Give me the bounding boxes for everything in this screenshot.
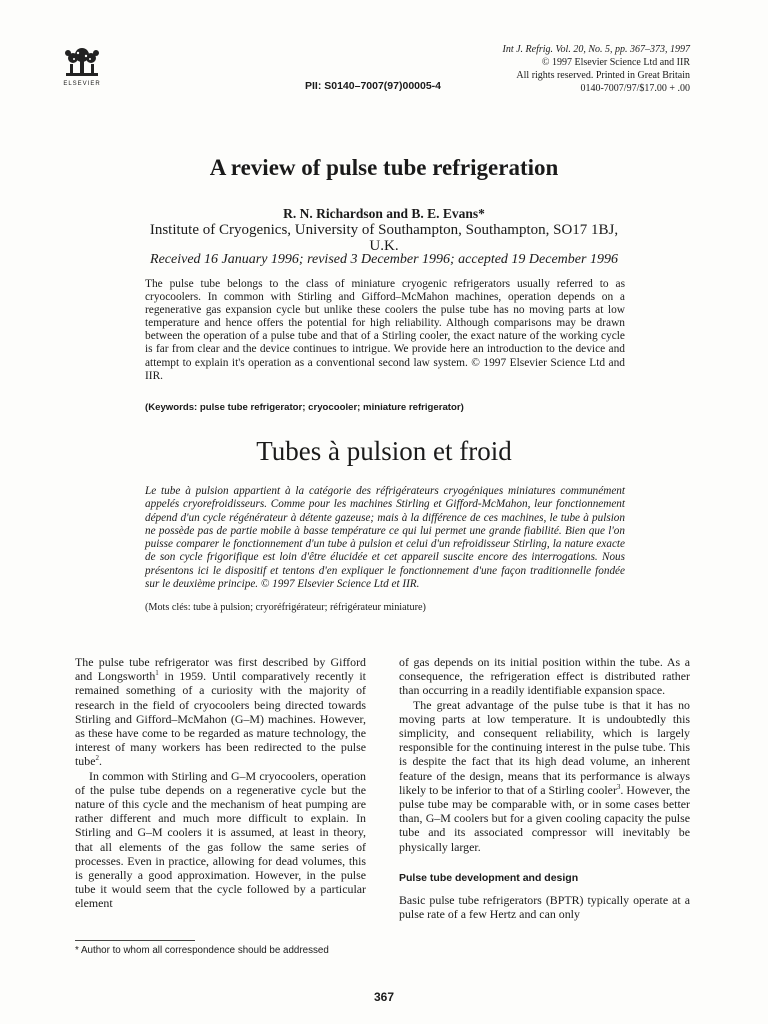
publisher-logo-text: ELSEVIER — [63, 81, 101, 87]
abstract-english: The pulse tube belongs to the class of miniature cryogenic refrigerators usually referred to as cryocoolers. In common with Stirling and Gifford–McMahon machines, operation depends on a regenerative gas expansion cycle but unlike these coolers the pulse tube has no moving parts at low temperature and hence offers the potential for high reliability. Although comparisons may be drawn between the operation of a pulse tube and that of a Stirling cooler, the exact nature of the working cycle is far from clear and the device continues to intrigue. We provide here an introduction to the device and attempt to explain it's operation as a conventional second law system. © 1997 Elsevier Science Ltd and IIR. — [145, 278, 625, 382]
keywords-english: (Keywords: pulse tube refrigerator; cryocooler; miniature refrigerator) — [145, 402, 464, 413]
received-dates: Received 16 January 1996; revised 3 December 1996; accepted 19 December 1996 — [150, 252, 618, 267]
french-title: Tubes à pulsion et froid — [256, 436, 512, 466]
keywords-french: (Mots clés: tube à pulsion; cryoréfrigérateur; réfrigérateur miniature) — [145, 602, 426, 613]
footnote-divider — [75, 940, 195, 941]
article-title: A review of pulse tube refrigeration — [209, 155, 559, 180]
journal-citation: Int J. Refrig. Vol. 20, No. 5, pp. 367–373, 1997 — [502, 44, 690, 55]
copyright-line: © 1997 Elsevier Science Ltd and IIR — [541, 57, 690, 68]
text-run: The great advantage of the pulse tube is that it has no moving parts at low temperature. It is undoubtedly this simplicity, and consequent reliability, which is largely responsible for the continuing interest in the pulse tube. This is despite the fact that its high dead volume, an inherent feature of the design, means that its performance is always likely to be inferior to that of a Stirling cooler — [399, 697, 690, 797]
body-column-right — [399, 655, 690, 921]
text-run: . — [98, 754, 102, 769]
reference-marker: 3 — [616, 782, 621, 791]
paragraph: In common with Stirling and G–M cryocoolers, operation of the pulse tube depends on a regenerative cycle but the nature of this cycle and the mechanism of heat pumping are rather different and much more difficult to explain. In Stirling and G–M coolers it is assumed, at least in theory, that all elements of the gas follow the same series of processes. Even in practice, allowing for dead volumes, this is generally a good approximation. However, in the pulse tube it would seem that the cycle followed by a particular element — [75, 768, 366, 911]
paragraph: of gas depends on its initial position within the tube. As a consequence, the refrigeration effect is distributed rather than occurring in a readily identifiable expansion space. — [399, 655, 690, 698]
page-number: 367 — [373, 990, 395, 1004]
affiliation: Institute of Cryogenics, University of Southampton, Southampton, SO17 1BJ, U.K. — [149, 222, 619, 254]
text-run: . However, the pulse tube may be comparable with, or in some cases better than, G–M coolers but for a given cooling capacity the pulse tube and its associated compressor will inevitably be physically larger. — [399, 782, 690, 854]
authors: R. N. Richardson and B. E. Evans* — [283, 206, 485, 221]
abstract-french: Le tube à pulsion appartient à la catégorie des réfrigérateurs cryogéniques miniatures communément appelés cryorefroidisseurs. Comme pour les machines Stirling et Gifford-McMahon, leur fonctionnement dépend d'un cycle régénérateur à détente gazeuse; mais à la différence de ces machines, le tube à pulsion ne possède pas de partie mobile à basse température ce qui lui permet une grande fiabilité. Bien que l'on puisse comparer le fonctionnement d'un tube à pulsion et celui d'un refroidisseur Stirling, la nature exacte de son cycle frigorifique est loin d'être élucidée et cet appareil suscite encore des interrogations. Nous présentons ici le dispositif et tentons d'en expliquer le fonctionnement d'une façon traditionnelle fondée sur le deuxième principe. © 1997 Elsevier Science Ltd et IIR. — [145, 485, 625, 591]
pii-identifier: PII: S0140–7007(97)00005-4 — [305, 80, 442, 92]
rights-line: All rights reserved. Printed in Great Britain — [516, 70, 690, 81]
reference-marker: 2 — [95, 754, 99, 763]
paragraph — [75, 655, 366, 769]
footnote: * Author to whom all correspondence should be addressed — [75, 945, 329, 956]
section-heading: Pulse tube development and design — [399, 871, 579, 884]
paragraph: Basic pulse tube refrigerators (BPTR) typically operate at a pulse rate of a few Hertz and can only — [399, 893, 690, 922]
price-line: 0140-7007/97/$17.00 + .00 — [580, 83, 690, 94]
body-column-left — [75, 655, 366, 911]
text-run: in 1959. Until comparatively recently it remained something of a curiosity with the majority of research in the field of cryocoolers being directed towards Stirling and Gifford–McMahon (G–M) machines. However, as these have come to be regarded as mature technology, the interest of many workers has been redirected to the pulse tube — [75, 669, 366, 769]
paragraph — [399, 698, 690, 854]
text-run: The pulse tube refrigerator was first described by Gifford and Longsworth — [75, 655, 366, 684]
reference-marker: 1 — [155, 669, 159, 678]
